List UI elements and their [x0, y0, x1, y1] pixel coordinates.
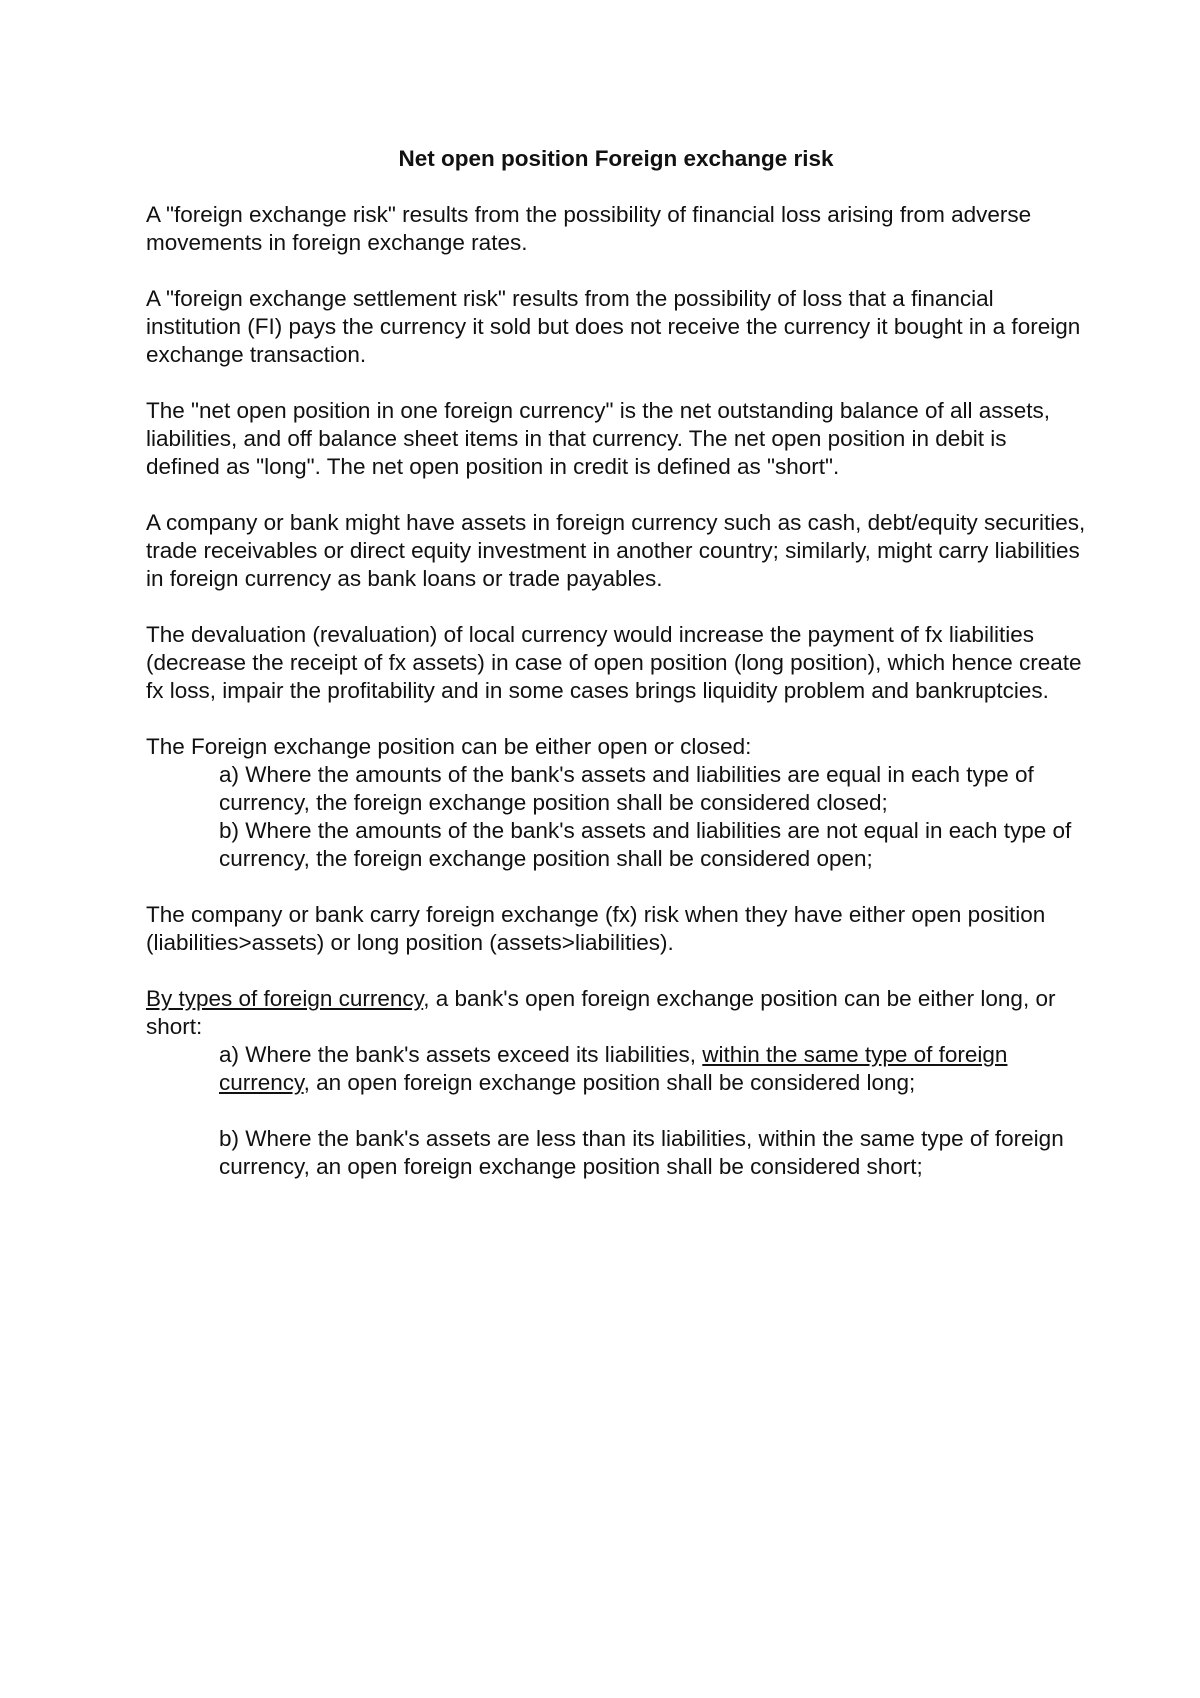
- types-item-a-end: , an open foreign exchange position shall be considered long;: [303, 1070, 916, 1095]
- paragraph-open-closed: [146, 733, 1086, 873]
- types-intro-rest: , a bank's open foreign exchange position can be either long, or short:: [146, 986, 1056, 1039]
- document-title: Net open position Foreign exchange risk: [398, 146, 834, 171]
- document-page: [146, 145, 1086, 1181]
- paragraph-types-of-currency: [146, 985, 1086, 1181]
- types-item-b: b) Where the bank's assets are less than its liabilities, within the same type of foreign currency, an open foreign exchange position shall be considered short;: [219, 1126, 1064, 1179]
- open-closed-intro: The Foreign exchange position can be either open or closed:: [146, 734, 752, 759]
- open-closed-item-a: a) Where the amounts of the bank's assets and liabilities are equal in each type of currency, the foreign exchange position shall be considered closed;: [219, 762, 1034, 815]
- paragraph-devaluation: The devaluation (revaluation) of local currency would increase the payment of fx liabilities (decrease the receipt of fx assets) in case of open position (long position), which hence create fx loss, impair the profitability and in some cases brings liquidity problem and bankruptcies.: [146, 622, 1082, 703]
- paragraph-settlement-risk: A "foreign exchange settlement risk" results from the possibility of loss that a financial institution (FI) pays the currency it sold but does not receive the currency it bought in a foreign exchange transaction.: [146, 286, 1081, 367]
- types-item-a-start: a) Where the bank's assets exceed its liabilities,: [219, 1042, 703, 1067]
- paragraph-assets-liabilities: A company or bank might have assets in foreign currency such as cash, debt/equity securities, trade receivables or direct equity investment in another country; similarly, might carry liabilities in foreign currency as bank loans or trade payables.: [146, 510, 1086, 591]
- paragraph-fx-risk: A "foreign exchange risk" results from the possibility of financial loss arising from adverse movements in foreign exchange rates.: [146, 202, 1032, 255]
- open-closed-item-b: b) Where the amounts of the bank's assets and liabilities are not equal in each type of currency, the foreign exchange position shall be considered open;: [219, 818, 1072, 871]
- spacer: [146, 1097, 1086, 1125]
- types-item-a: [219, 1041, 1086, 1097]
- paragraph-fx-risk-carry: The company or bank carry foreign exchange (fx) risk when they have either open position (liabilities>assets) or long position (assets>liabilities).: [146, 902, 1046, 955]
- types-intro-underlined: By types of foreign currency: [146, 986, 424, 1011]
- paragraph-net-open-position: The "net open position in one foreign currency" is the net outstanding balance of all assets, liabilities, and off balance sheet items in that currency. The net open position in debit is defined as "long". The net open position in credit is defined as "short".: [146, 398, 1051, 479]
- types-intro: [146, 985, 1086, 1041]
- types-item-a-underlined: within the same type of foreign currency: [219, 1042, 1008, 1095]
